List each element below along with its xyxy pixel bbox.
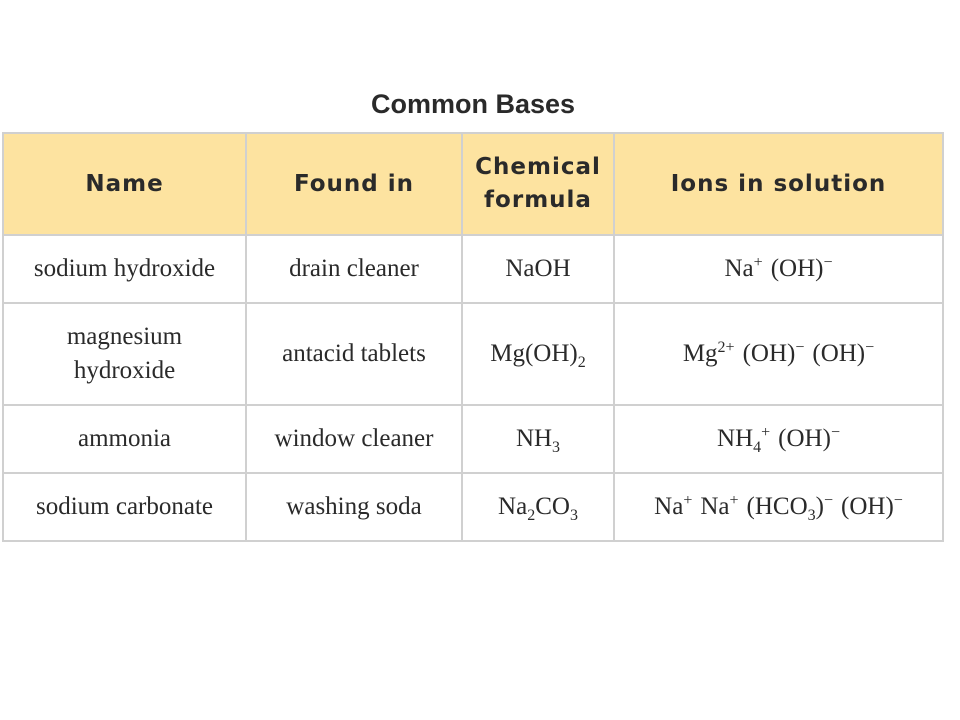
cell-ions [614, 303, 943, 405]
ion-charge: 2+ [717, 339, 735, 356]
cell-ions [614, 473, 943, 541]
name-line1: magnesium [66, 323, 183, 350]
ion-charge: + [753, 254, 763, 271]
cell-ions [614, 235, 943, 303]
formula-text: NaOH [505, 255, 571, 282]
formula-text: CO [535, 493, 570, 520]
cell-found-in: antacid tablets [246, 303, 462, 405]
formula-text: Na [498, 493, 528, 520]
cell-found-in: window cleaner [246, 405, 462, 473]
ion-charge: − [865, 339, 875, 356]
ion-charge: − [830, 424, 840, 441]
cell-formula [462, 235, 614, 303]
ion-subscript: 4 [753, 439, 762, 456]
header-chemical-formula [462, 133, 614, 235]
name-line2: hydroxide [73, 357, 176, 384]
header-found-in: Found in [246, 133, 462, 235]
formula-subscript: 2 [577, 354, 586, 371]
ion-symbol: (OH) [770, 255, 824, 282]
ion-symbol: (OH) [742, 340, 796, 367]
table-row [3, 473, 943, 541]
ion-symbol: (OH) [778, 425, 831, 452]
cell-name [3, 303, 246, 405]
ion-charge: + [729, 492, 739, 509]
table-title: Common Bases [370, 89, 576, 119]
header-formula-line2: formula [484, 187, 592, 213]
ion-symbol: NH [717, 425, 754, 452]
ion-symbol: Mg [682, 340, 718, 367]
formula-subscript: 3 [569, 507, 578, 524]
ion-symbol: Na [654, 493, 684, 520]
ion-symbol: (OH) [841, 493, 894, 520]
cell-formula [462, 405, 614, 473]
header-row [3, 133, 943, 235]
cell-found-in: washing soda [246, 473, 462, 541]
formula-text: Mg(OH) [490, 340, 578, 367]
cell-formula [462, 303, 614, 405]
table-row [3, 303, 943, 405]
common-bases-table [2, 132, 944, 542]
ion-charge: − [823, 492, 834, 509]
cell-ions [614, 405, 943, 473]
cell-name: ammonia [3, 405, 246, 473]
ion-charge: − [893, 492, 903, 509]
ion-charge: − [823, 254, 833, 271]
ion-symbol: ) [815, 493, 824, 520]
ion-charge: + [761, 424, 771, 441]
ion-charge: − [795, 339, 805, 356]
ion-symbol: (OH) [812, 340, 866, 367]
header-formula-line1: Chemical [475, 154, 601, 180]
cell-found-in: drain cleaner [246, 235, 462, 303]
formula-subscript: 2 [527, 507, 536, 524]
header-ions-in-solution: Ions in solution [614, 133, 943, 235]
formula-text: NH [515, 425, 553, 452]
table-row [3, 405, 943, 473]
ion-subscript: 3 [807, 507, 816, 524]
cell-name: sodium hydroxide [3, 235, 246, 303]
ion-symbol: Na [724, 255, 754, 282]
cell-name: sodium carbonate [3, 473, 246, 541]
table-row [3, 235, 943, 303]
formula-subscript: 3 [552, 439, 561, 456]
cell-formula [462, 473, 614, 541]
ion-symbol: (HCO [746, 493, 808, 520]
header-name: Name [3, 133, 246, 235]
ion-symbol: Na [700, 493, 730, 520]
ion-charge: + [683, 492, 693, 509]
